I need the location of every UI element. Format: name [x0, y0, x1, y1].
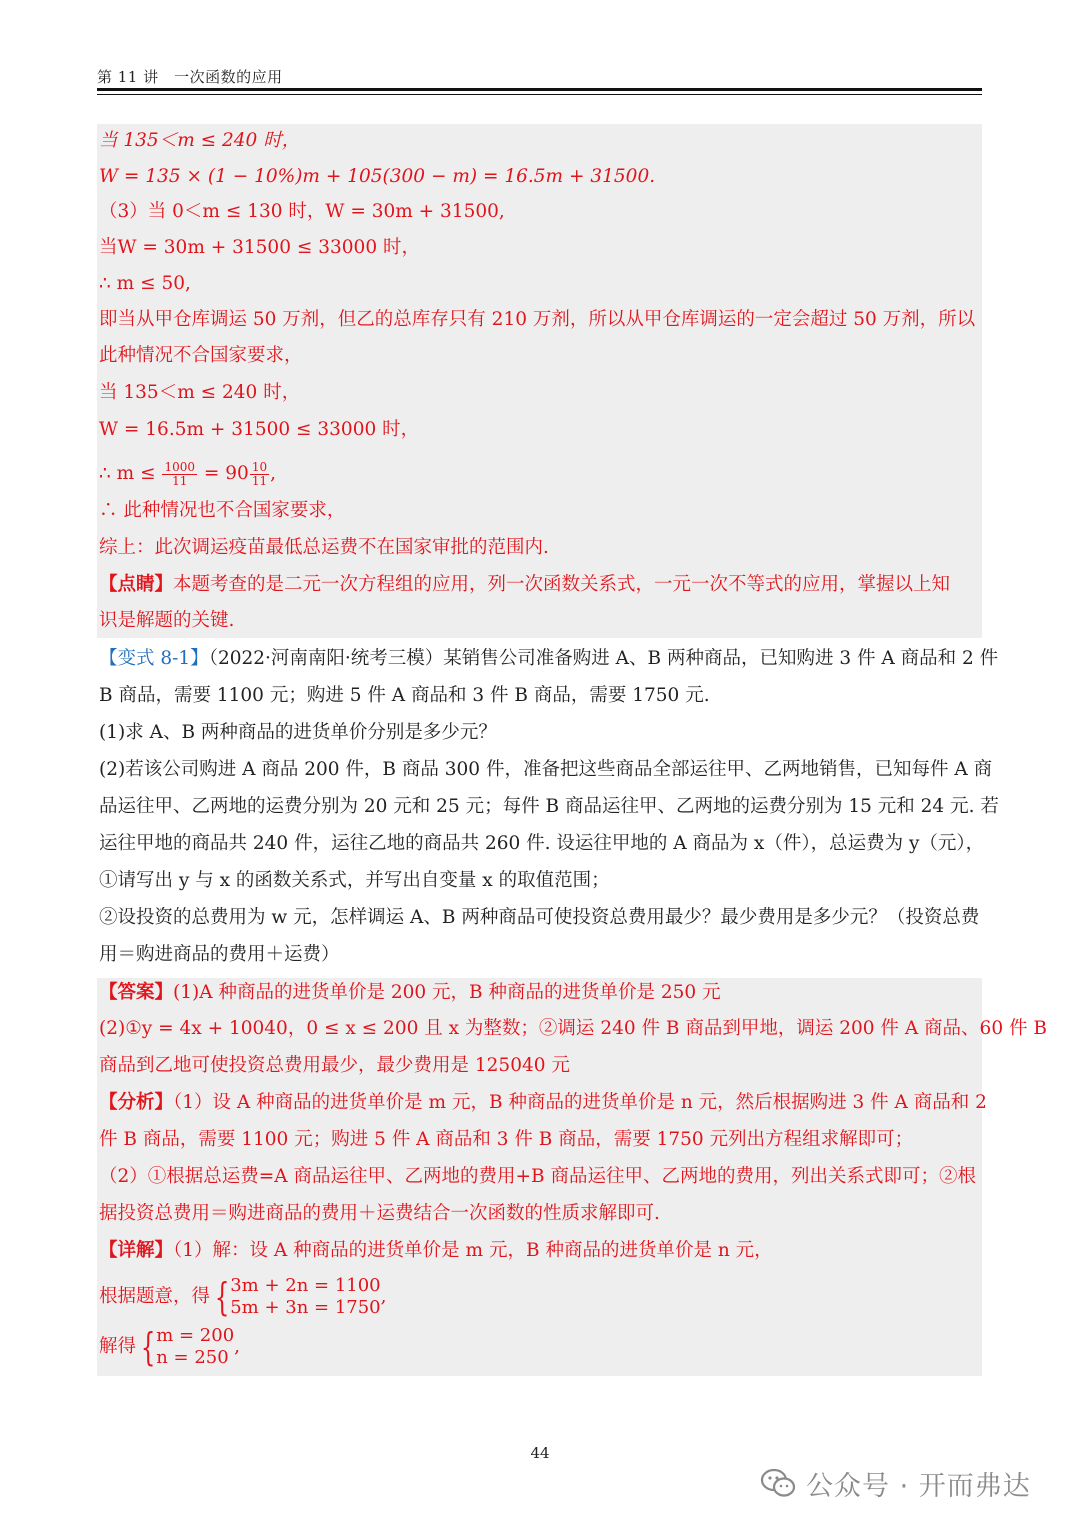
value-m: m = 200	[156, 1325, 235, 1346]
header-title: 第 11 讲 一次函数的应用	[97, 68, 283, 86]
problem-line-4: (2)若该公司购进 A 商品 200 件，B 商品 300 件，准备把这些商品全部运往甲、乙两地销售，已知每件 A 商	[99, 759, 993, 780]
left-brace: {	[140, 1325, 156, 1369]
solution-line-8: 当 135＜m ≤ 240 时，	[99, 382, 301, 403]
problem-line-6: 运往甲地的商品共 240 件，运往乙地的商品共 260 件. 设运往甲地的 A 商品为 x（件），总运费为 y（元），	[99, 833, 985, 854]
equation-1: 3m + 2n = 1100	[230, 1275, 381, 1296]
solution-line-2: W = 135 × (1 − 10%)m + 105(300 − m) = 16.5m + 31500.	[99, 166, 656, 187]
solution-line-13	[99, 573, 950, 597]
analysis-line-2: 件 B 商品，需要 1100 元；购进 5 件 A 商品和 3 件 B 商品，需要 1750 元列出方程组求解即可；	[99, 1129, 914, 1150]
fraction-numerator: 10	[251, 459, 268, 474]
solution-line-3: （3）当 0＜m ≤ 130 时，W = 30m + 31500,	[99, 201, 505, 222]
solution-line-4: 当W = 30m + 31500 ≤ 33000 时，	[99, 237, 420, 258]
problem-line-5: 品运往甲、乙两地的运费分别为 20 元和 25 元；每件 B 商品运往甲、乙两地的运费分别为 15 元和 24 元. 若	[99, 796, 999, 817]
answer-line-2: (2)①y = 4x + 10040，0 ≤ x ≤ 200 且 x 为整数；②调运 240 件 B 商品到甲地，调运 200 件 A 商品、60 件 B	[99, 1018, 1047, 1039]
value-n: n = 250	[156, 1347, 229, 1368]
problem-line-3: (1)求 A、B 两种商品的进货单价分别是多少元？	[99, 722, 497, 743]
equation-system-2	[99, 1324, 240, 1370]
solution-line-5: ∴ m ≤ 50,	[99, 273, 191, 294]
ineq-prefix: ∴ m ≤	[99, 463, 162, 484]
solution-prefix: 解得	[99, 1336, 137, 1357]
fraction-denominator: 11	[251, 473, 268, 488]
solution-line-7: 此种情况不合国家要求，	[99, 345, 303, 366]
header-rule-thick	[97, 88, 982, 91]
fraction-10-over-11	[250, 461, 269, 488]
system-equations	[230, 1275, 380, 1319]
solution-line-9: W = 16.5m + 31500 ≤ 33000 时，	[99, 419, 420, 440]
solution-line-10	[99, 454, 276, 494]
solution-line-12: 综上：此次调运疫苗最低总运费不在国家审批的范围内.	[99, 537, 549, 558]
fraction-numerator: 1000	[164, 459, 196, 474]
fraction-denominator: 11	[172, 473, 188, 488]
analysis-line-1	[99, 1091, 987, 1115]
analysis-line-4: 据投资总费用＝购进商品的费用＋运费结合一次函数的性质求解即可.	[99, 1203, 660, 1224]
solution-line-1: 当 135＜m ≤ 240 时，	[99, 130, 301, 151]
analysis-text-1: （1）设 A 种商品的进货单价是 m 元，B 种商品的进货单价是 n 元，然后根据购进 3 件 A 商品和 2	[173, 1092, 987, 1113]
answer-text-1: (1)A 种商品的进货单价是 200 元，B 种商品的进货单价是 250 元	[173, 982, 721, 1003]
solution-suffix: ,	[234, 1336, 241, 1357]
analysis-line-3: （2）①根据总运费=A 商品运往甲、乙两地的费用+B 商品运往甲、乙两地的费用，列出关系式即可；②根	[99, 1166, 976, 1187]
ineq-mid: = 90	[198, 463, 249, 484]
wechat-icon	[760, 1468, 796, 1498]
equation-system-1	[99, 1274, 387, 1320]
problem-line-9: 用＝购进商品的费用＋运费）	[99, 944, 340, 965]
equation-2: 5m + 3n = 1750	[230, 1297, 381, 1318]
detail-tag: 【详解】	[99, 1240, 174, 1261]
dianjing-tag: 【点睛】	[99, 574, 174, 595]
solution-line-6: 即当从甲仓库调运 50 万剂，但乙的总库存只有 210 万剂，所以从甲仓库调运的一定会超过 50 万剂，所以	[99, 309, 976, 330]
left-brace: {	[214, 1275, 230, 1319]
system-suffix: ,	[380, 1286, 387, 1307]
problem-line-7: ①请写出 y 与 x 的函数关系式，并写出自变量 x 的取值范围；	[99, 870, 610, 891]
variant-tag: 【变式 8-1】	[99, 648, 209, 669]
solution-line-14: 识是解题的关键.	[99, 610, 235, 631]
detail-line-1	[99, 1239, 773, 1263]
answer-line-1	[99, 981, 721, 1005]
watermark	[760, 1463, 1031, 1503]
dianjing-text: 本题考查的是二元一次方程组的应用，列一次函数关系式，一元一次不等式的应用，掌握以上知	[173, 574, 951, 595]
fraction-1000-over-11	[162, 461, 197, 488]
analysis-tag: 【分析】	[99, 1092, 174, 1113]
header-rule-thin	[97, 94, 982, 95]
problem-intro: （2022·河南南阳·统考三模）某销售公司准备购进 A、B 两种商品，已知购进 3 件 A 商品和 2 件	[208, 648, 999, 669]
solution-values	[156, 1325, 234, 1369]
problem-line-1	[99, 647, 998, 671]
ineq-suffix: ,	[270, 463, 276, 484]
system-prefix: 根据题意，得	[99, 1286, 211, 1307]
answer-line-3: 商品到乙地可使投资总费用最少，最少费用是 125040 元	[99, 1055, 570, 1076]
solution-line-11: ∴ 此种情况也不合国家要求，	[99, 500, 346, 521]
page-number: 44	[530, 1444, 550, 1462]
answer-tag: 【答案】	[99, 982, 174, 1003]
detail-text-1: （1）解：设 A 种商品的进货单价是 m 元，B 种商品的进货单价是 n 元，	[173, 1240, 773, 1261]
problem-line-2: B 商品，需要 1100 元；购进 5 件 A 商品和 3 件 B 商品，需要 1750 元.	[99, 685, 710, 706]
problem-line-8: ②设投资的总费用为 w 元，怎样调运 A、B 两种商品可使投资总费用最少？最少费用是多少元？（投资总费	[99, 907, 980, 928]
watermark-text: 公众号 · 开而弗达	[806, 1470, 1031, 1502]
